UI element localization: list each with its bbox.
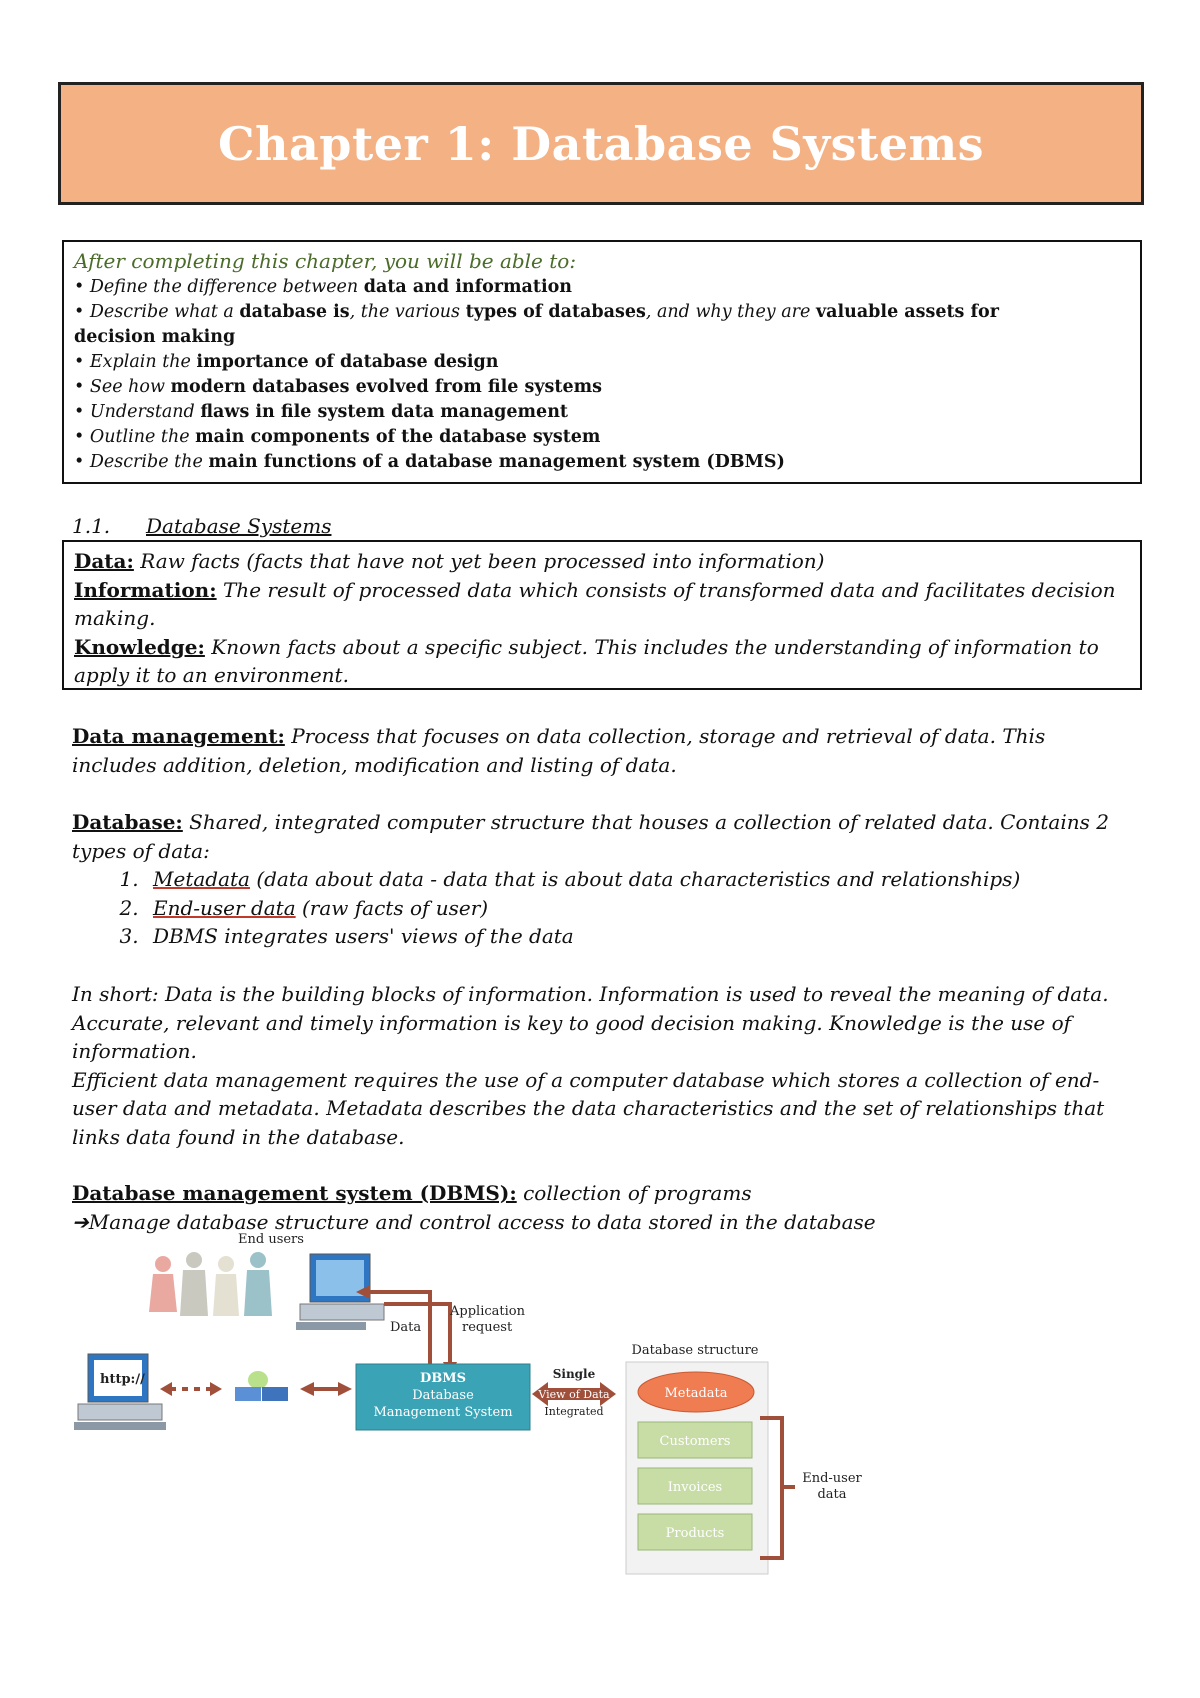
- single-view-label-2: View of Data: [538, 1388, 610, 1401]
- objective-item: • Describe what a database is, the various types of databases, and why they are valuable assets for: [74, 302, 999, 322]
- dbms-description: ➔Manage database structure and control access to data stored in the database: [72, 1209, 876, 1234]
- metadata-label: Metadata: [664, 1386, 728, 1401]
- definition-information: Information: The result of processed data which consists of transformed data and facilitates decision making.: [74, 577, 1116, 630]
- definition-data: Data: Raw facts (facts that have not yet been processed into information): [74, 549, 825, 573]
- summary-paragraph: [72, 980, 1132, 1151]
- chapter-title: Chapter 1: Database Systems: [217, 116, 985, 171]
- end-users-icon: [149, 1252, 272, 1316]
- web-computer-icon: [74, 1354, 166, 1430]
- objective-item: • Explain the importance of database design: [74, 352, 499, 372]
- list-item: 3. DBMS integrates users' views of the data: [145, 922, 1132, 951]
- objective-item: • See how modern databases evolved from file systems: [74, 377, 602, 397]
- database-paragraph: Database: Shared, integrated computer structure that houses a collection of related data. Contains 2 types of data: 1. Metadata (data about data - data that is about data characteristics and relationships) 2. End-user data (raw facts of user) 3. DBMS integrates users' views of the data: [72, 808, 1132, 951]
- summary-text-1: In short: Data is the building blocks of information. Information is used to reveal the meaning of data. Accurate, relevant and timely information is key to good decision making. Knowledge is the use of information.: [72, 982, 1109, 1063]
- chapter-title-banner: [58, 82, 1144, 205]
- customers-label: Customers: [659, 1434, 731, 1449]
- dbms-paragraph: Database management system (DBMS): collection of programs ➔Manage database structure and control access to data stored in the database: [72, 1179, 1132, 1236]
- dbms-label-3: Management System: [373, 1405, 513, 1420]
- objective-item: • Outline the main components of the database system: [74, 427, 601, 447]
- objective-item: • Understand flaws in file system data management: [74, 402, 568, 422]
- section-heading: [72, 514, 331, 538]
- summary-text-2: Efficient data management requires the use of a computer database which stores a collection of end-user data and metadata. Metadata describes the data characteristics and the set of relationships that links data found in the database.: [72, 1067, 1105, 1149]
- list-item: 1. Metadata (data about data - data that is about data characteristics and relationships): [145, 865, 1132, 894]
- objectives-intro: After completing this chapter, you will be able to:: [74, 249, 577, 273]
- dbms-diagram: [70, 1232, 920, 1582]
- products-label: Products: [665, 1526, 725, 1541]
- end-user-data-label-2: data: [817, 1487, 847, 1502]
- objective-item: • Describe the main functions of a database management system (DBMS): [74, 452, 785, 472]
- dbms-label-1: DBMS: [419, 1371, 467, 1386]
- list-item: 2. End-user data (raw facts of user): [145, 894, 1132, 923]
- http-label: http://: [100, 1372, 145, 1387]
- application-request-label-1: Application: [450, 1304, 525, 1319]
- objective-item-continued: decision making: [74, 327, 236, 347]
- dbms-label-2: Database: [412, 1388, 474, 1403]
- single-view-label-3: Integrated: [544, 1405, 604, 1418]
- end-users-label: End users: [238, 1232, 304, 1247]
- learning-objectives-box: [62, 240, 1142, 484]
- application-request-label-2: request: [462, 1320, 513, 1335]
- end-user-data-label-1: End-user: [802, 1471, 862, 1486]
- database-structure-label: Database structure: [631, 1343, 759, 1358]
- network-icon: [235, 1371, 288, 1401]
- data-management-paragraph: Data management: Process that focuses on data collection, storage and retrieval of data. This includes addition, deletion, modification and listing of data.: [72, 724, 1046, 777]
- section-title: Database Systems: [146, 514, 332, 538]
- definitions-box: [62, 540, 1142, 690]
- data-arrow-label: Data: [390, 1320, 422, 1335]
- definition-knowledge: Knowledge: Known facts about a specific subject. This includes the understanding of information to apply it to an environment.: [74, 634, 1099, 687]
- single-view-label-1: Single: [552, 1367, 596, 1381]
- database-types-list: [72, 865, 1132, 951]
- objective-item: • Define the difference between data and information: [74, 277, 573, 297]
- section-number: 1.1.: [72, 514, 111, 538]
- invoices-label: Invoices: [667, 1480, 723, 1495]
